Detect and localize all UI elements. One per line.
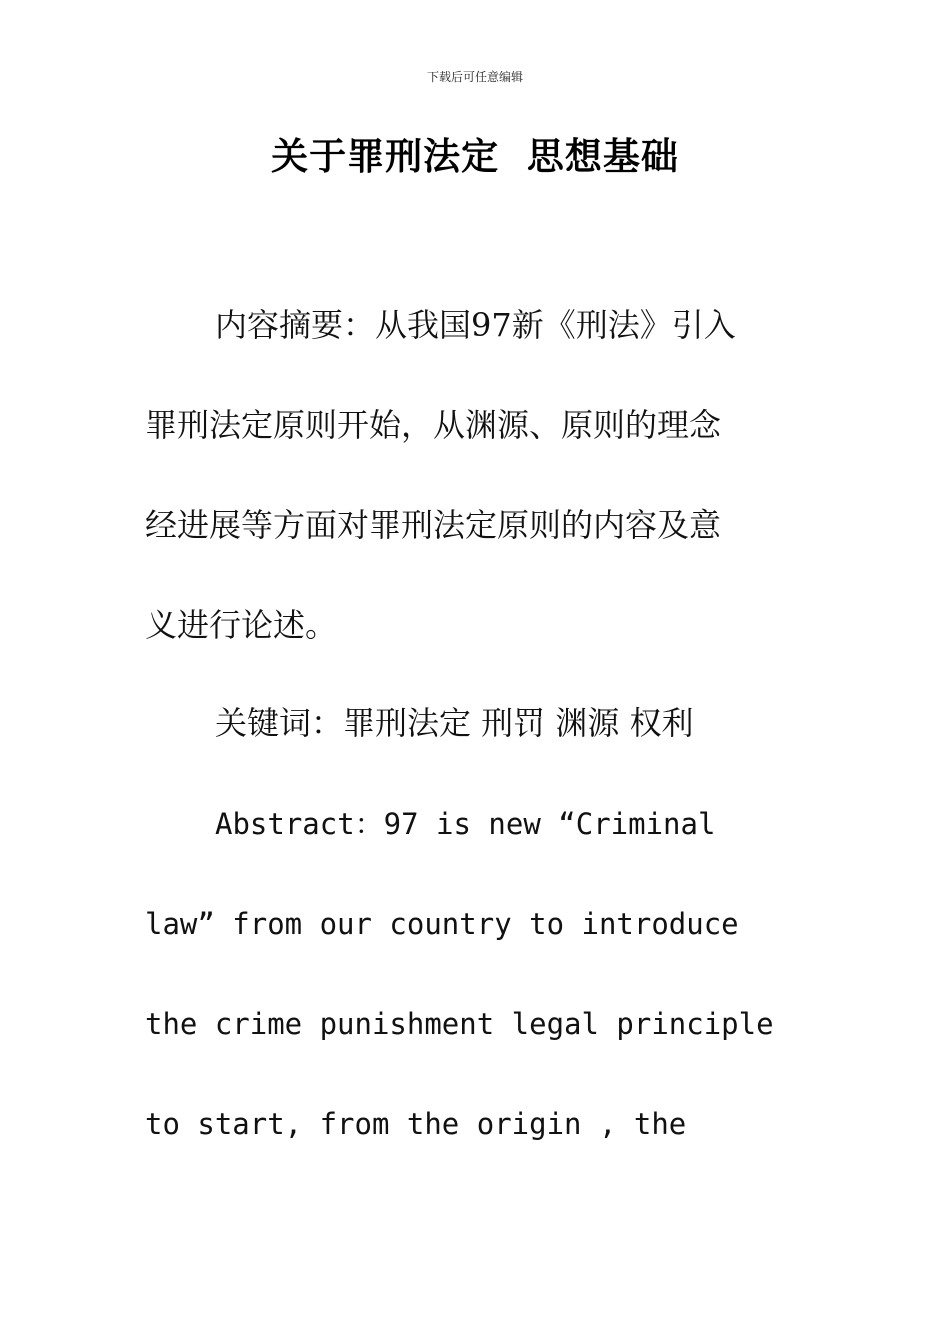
abstract-en-line-4: to start, from the origin , the	[145, 1107, 687, 1141]
document-title: 关于罪刑法定 思想基础	[271, 135, 679, 178]
abstract-cn-line-3: 经进展等方面对罪刑法定原则的内容及意	[145, 506, 722, 544]
abstract-en-line-1: Abstract：97 is new “Criminal	[215, 807, 716, 841]
header-note: 下载后可任意编辑	[426, 70, 523, 84]
abstract-en-line-3: the crime punishment legal principle	[145, 1007, 774, 1041]
abstract-cn-line-1: 内容摘要：从我国97新《刑法》引入	[215, 306, 736, 344]
keywords-line: 关键词：罪刑法定 刑罚 渊源 权利	[215, 704, 694, 742]
abstract-en-line-2: law” from our country to introduce	[145, 907, 739, 941]
abstract-cn-line-4: 义进行论述。	[145, 606, 338, 644]
abstract-cn-line-2: 罪刑法定原则开始，从渊源、原则的理念	[145, 406, 722, 444]
